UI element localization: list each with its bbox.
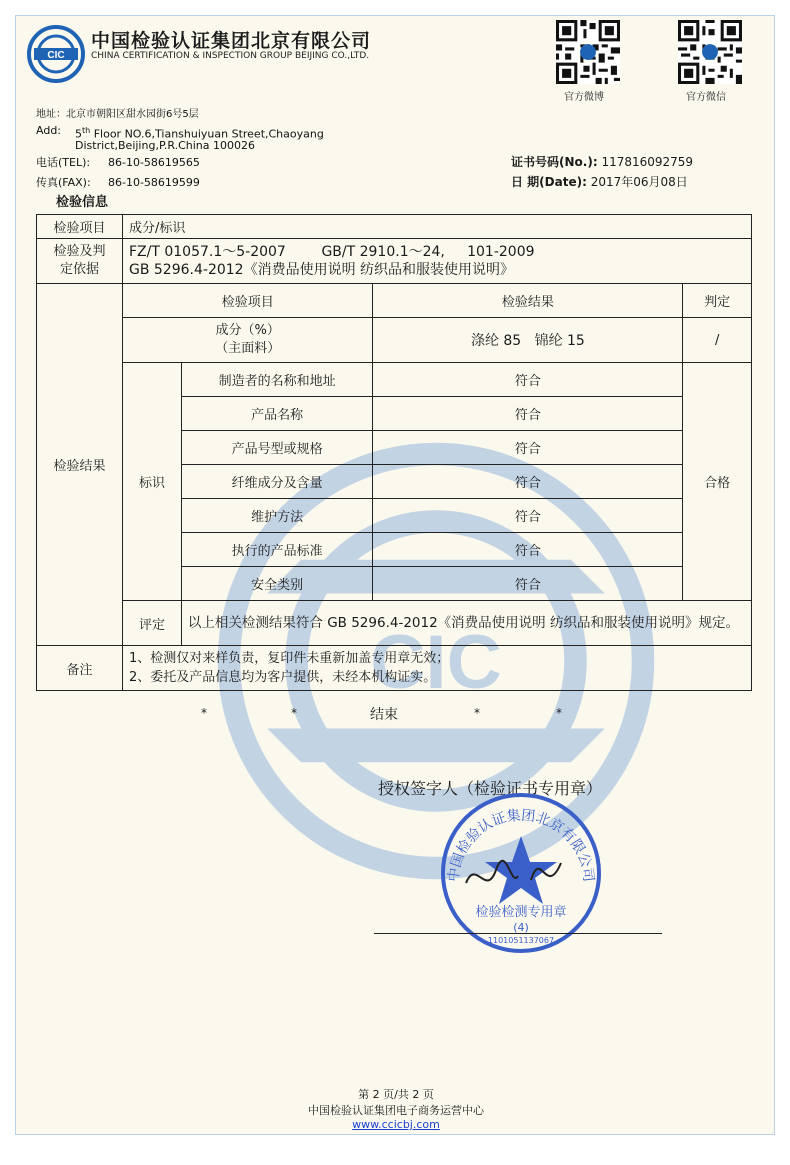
qr-weibo-icon xyxy=(556,20,620,84)
signature-line xyxy=(374,933,662,934)
table-row xyxy=(37,363,752,397)
logo-text: CIC xyxy=(47,50,65,61)
signature-label: 授权签字人（检验证书专用章） xyxy=(378,779,603,798)
basis-label xyxy=(37,239,123,284)
basis-label-2: 定依据 xyxy=(59,262,99,277)
mark-item-result: 符合 xyxy=(373,465,683,499)
mark-item-name: 安全类别 xyxy=(181,567,373,601)
table-row xyxy=(37,215,752,239)
cic-logo-icon xyxy=(26,24,86,84)
company-name-cn: 中国检验认证集团北京有限公司 xyxy=(91,30,372,52)
item-value: 成分/标识 xyxy=(123,215,752,239)
certificate-no-value: 117816092759 xyxy=(601,155,694,169)
end-star: * xyxy=(201,706,207,720)
mark-item-result: 符合 xyxy=(373,397,683,431)
table-row xyxy=(37,646,752,691)
seal-text-bottom: 检验检测专用章 xyxy=(475,905,567,920)
composition-judge: / xyxy=(683,318,752,363)
address-en-line1-post: Floor NO.6,Tianshuiyuan Street,Chaoyang xyxy=(90,127,324,141)
table-row xyxy=(37,284,752,318)
composition-label xyxy=(123,318,373,363)
footer-center-name: 中国检验认证集团电子商务运营中心 xyxy=(308,1104,484,1117)
basis-value xyxy=(123,239,752,284)
mark-item-result: 符合 xyxy=(373,499,683,533)
seal-number: (4) xyxy=(513,921,529,934)
qr-weibo-caption: 官方微博 xyxy=(564,92,604,103)
eval-text: 以上相关检测结果符合 GB 5296.4-2012《消费品使用说明 纺织品和服装使用说明》规定。 xyxy=(181,601,751,646)
address-cn-value: 北京市朝阳区甜水园街6号5层 xyxy=(66,109,199,120)
remark-label: 备注 xyxy=(37,646,123,691)
mark-item-result: 符合 xyxy=(373,431,683,465)
seal-text-top: 中国检验认证集团北京有限公司 xyxy=(445,807,597,883)
end-star: * xyxy=(291,706,297,720)
mark-item-result: 符合 xyxy=(373,567,683,601)
mark-item-result: 符合 xyxy=(373,533,683,567)
mark-judge: 合格 xyxy=(683,363,752,601)
watermark-text: CIC xyxy=(370,620,502,705)
remark-text xyxy=(123,646,752,691)
footer-url-link[interactable]: www.ccicbj.com xyxy=(352,1118,440,1131)
col-header-result: 检验结果 xyxy=(373,284,683,318)
end-star: * xyxy=(556,706,562,720)
end-text: 结束 xyxy=(370,707,398,723)
end-star: * xyxy=(474,706,480,720)
mark-label: 标识 xyxy=(123,363,182,601)
address-cn xyxy=(36,108,199,122)
certificate-date-value: 2017年06月08日 xyxy=(590,175,688,189)
qr-wechat-caption: 官方微信 xyxy=(686,92,726,103)
table-row xyxy=(37,318,752,363)
table-row xyxy=(37,239,752,284)
remark-line-2: 2、委托及产品信息均为客户提供，未经本机构证实。 xyxy=(129,670,437,685)
fax-value: 86-10-58619599 xyxy=(108,176,200,189)
address-en-line2: District,Beijing,P.R.China 100026 xyxy=(75,139,256,152)
item-label: 检验项目 xyxy=(37,215,123,239)
composition-label-2: （主面料） xyxy=(215,341,281,356)
mark-item-name: 制造者的名称和地址 xyxy=(181,363,373,397)
mark-item-name: 产品名称 xyxy=(181,397,373,431)
mark-item-name: 维护方法 xyxy=(181,499,373,533)
col-header-judge: 判定 xyxy=(683,284,752,318)
basis-label-1: 检验及判 xyxy=(53,244,106,259)
fax-line xyxy=(36,176,200,190)
footer-page-number: 第 2 页/共 2 页 xyxy=(358,1088,434,1101)
inspection-table xyxy=(36,214,752,691)
certificate-page xyxy=(15,15,775,1135)
address-en-label: Add: xyxy=(36,124,62,137)
certificate-date xyxy=(511,173,688,190)
basis-line-2: GB 5296.4-2012《消费品使用说明 纺织品和服装使用说明》 xyxy=(129,262,515,278)
tel-label: 电话(TEL): xyxy=(36,156,91,169)
address-en-line1-sup: th xyxy=(82,126,91,135)
eval-label: 评定 xyxy=(123,601,182,646)
mark-item-name: 纤维成分及含量 xyxy=(181,465,373,499)
address-cn-label: 地址： xyxy=(36,109,66,120)
fax-label: 传真(FAX): xyxy=(36,176,91,189)
mark-item-name: 执行的产品标准 xyxy=(181,533,373,567)
mark-item-name: 产品号型或规格 xyxy=(181,431,373,465)
remark-line-1: 1、检测仅对来样负责，复印件未重新加盖专用章无效； xyxy=(129,651,450,666)
footer-url-wrap xyxy=(16,1118,775,1131)
certificate-no xyxy=(511,153,693,170)
mark-item-result: 符合 xyxy=(373,363,683,397)
col-header-item: 检验项目 xyxy=(123,284,373,318)
certificate-no-label: 证书号码(No.): xyxy=(511,155,598,169)
composition-value: 涤纶 85 锦纶 15 xyxy=(373,318,683,363)
tel-value: 86-10-58619565 xyxy=(108,156,200,169)
composition-label-1: 成分（%） xyxy=(215,323,280,338)
basis-line-1: FZ/T 01057.1～5-2007 GB/T 2910.1～24, 101-2009 xyxy=(129,244,535,260)
table-row xyxy=(37,601,752,646)
qr-wechat-icon xyxy=(678,20,742,84)
tel-line xyxy=(36,156,200,170)
result-label: 检验结果 xyxy=(37,284,123,646)
section-title: 检验信息 xyxy=(56,195,109,210)
certificate-date-label: 日 期(Date): xyxy=(511,175,587,189)
company-name-en: CHINA CERTIFICATION & INSPECTION GROUP BEIJING CO.,LTD. xyxy=(91,51,370,61)
seal-code: 1101051137067 xyxy=(487,936,555,945)
address-en-line1-pre: 5 xyxy=(75,127,82,141)
